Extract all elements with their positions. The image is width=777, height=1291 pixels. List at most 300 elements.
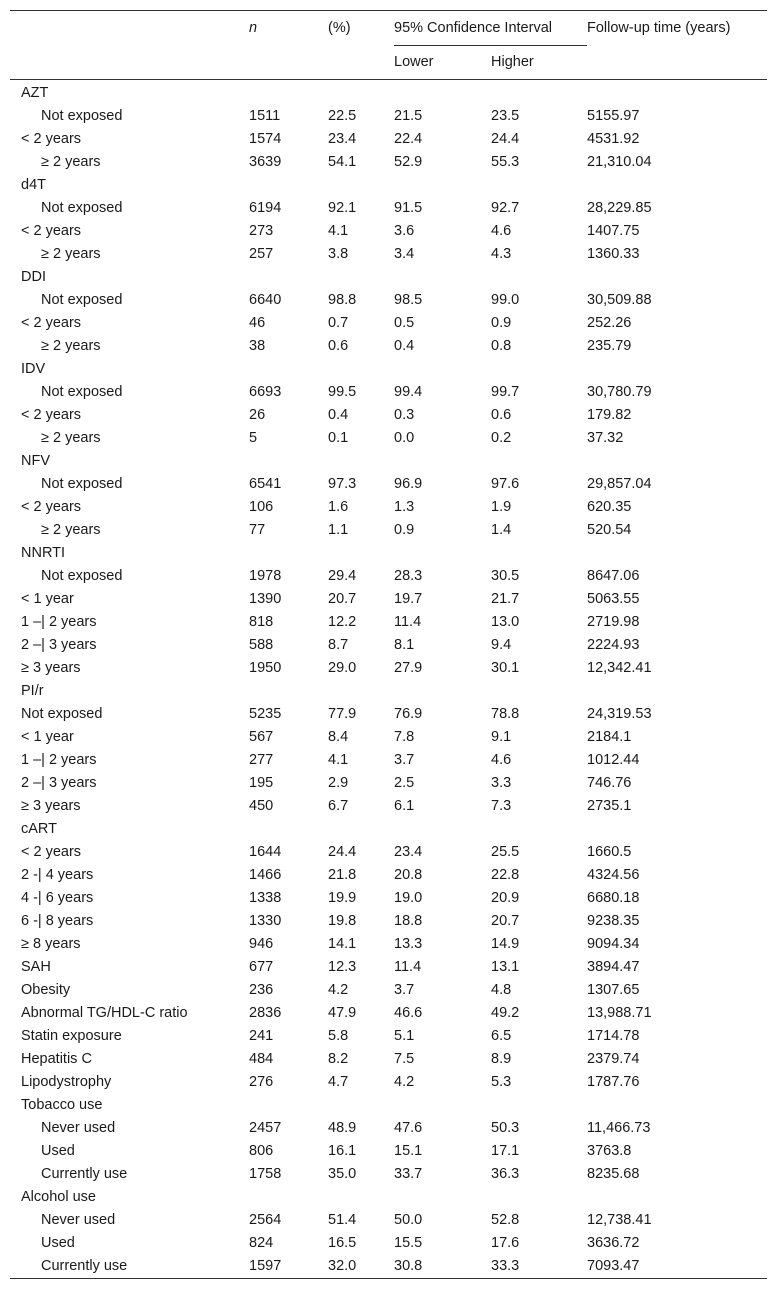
- followup-cell: 28,229.85: [587, 200, 652, 216]
- table-row: [10, 519, 767, 542]
- ci-higher-cell: 30.5: [491, 568, 520, 584]
- n-cell: 5: [249, 430, 258, 446]
- table-row: [10, 335, 767, 358]
- header-pct: (%): [328, 20, 351, 37]
- ci-higher-cell: 78.8: [491, 706, 520, 722]
- ci-higher-cell: 0.9: [491, 315, 512, 331]
- followup-cell: 1407.75: [587, 223, 640, 239]
- pct-cell: 29.0: [328, 660, 357, 676]
- n-cell: 1466: [249, 867, 282, 883]
- followup-cell: 746.76: [587, 775, 632, 791]
- ci-lower-cell: 22.4: [394, 131, 423, 147]
- ci-lower-cell: 6.1: [394, 798, 415, 814]
- pct-cell: [328, 818, 394, 841]
- table-row: [10, 1209, 767, 1232]
- followup-cell: 29,857.04: [587, 476, 652, 492]
- n-cell: 1390: [249, 591, 282, 607]
- pct-cell: [328, 266, 394, 289]
- table-row: [10, 1002, 767, 1025]
- ci-lower-cell: 5.1: [394, 1028, 415, 1044]
- table-body: [10, 80, 767, 1279]
- ci-lower-cell: 0.5: [394, 315, 415, 331]
- ci-lower-cell: 98.5: [394, 292, 423, 308]
- n-cell: [249, 1186, 328, 1209]
- ci-higher-cell: 99.0: [491, 292, 520, 308]
- table-row: [10, 749, 767, 772]
- n-cell: 6194: [249, 200, 282, 216]
- followup-cell: 235.79: [587, 338, 632, 354]
- row-label: Obesity: [21, 982, 71, 998]
- ci-lower-cell: 23.4: [394, 844, 423, 860]
- n-cell: 484: [249, 1051, 274, 1067]
- ci-lower-cell: [394, 680, 491, 703]
- ci-higher-cell: 4.3: [491, 246, 512, 262]
- row-label: PI/r: [21, 683, 44, 699]
- row-label: Used: [41, 1143, 75, 1159]
- row-label: ≥ 3 years: [21, 798, 81, 814]
- table-row: [10, 933, 767, 956]
- row-label: ≥ 2 years: [41, 430, 101, 446]
- table-row: [10, 565, 767, 588]
- table-row: [10, 726, 767, 749]
- ci-higher-cell: 13.0: [491, 614, 520, 630]
- pct-cell: 2.9: [328, 775, 349, 791]
- n-cell: 273: [249, 223, 274, 239]
- pct-cell: 1.6: [328, 499, 349, 515]
- table-row: [10, 266, 767, 289]
- pct-cell: 8.4: [328, 729, 349, 745]
- ci-higher-cell: [491, 266, 587, 289]
- followup-cell: 6680.18: [587, 890, 640, 906]
- row-label: IDV: [21, 361, 46, 377]
- pct-cell: 32.0: [328, 1258, 357, 1274]
- ci-higher-cell: 22.8: [491, 867, 520, 883]
- header-n: n: [249, 20, 258, 37]
- table-row: [10, 979, 767, 1002]
- followup-cell: 1307.65: [587, 982, 640, 998]
- followup-cell: 3636.72: [587, 1235, 640, 1251]
- followup-cell: 7093.47: [587, 1258, 640, 1274]
- row-label: cART: [21, 821, 57, 837]
- ci-higher-cell: 52.8: [491, 1212, 520, 1228]
- n-cell: [249, 680, 328, 703]
- ci-higher-cell: 8.9: [491, 1051, 512, 1067]
- pct-cell: 21.8: [328, 867, 357, 883]
- ci-lower-cell: 21.5: [394, 108, 423, 124]
- table-row: [10, 1140, 767, 1163]
- followup-cell: [587, 542, 767, 565]
- n-cell: 236: [249, 982, 274, 998]
- n-cell: 450: [249, 798, 274, 814]
- table-row: [10, 80, 767, 106]
- followup-cell: 21,310.04: [587, 154, 652, 170]
- header-blank: [10, 11, 249, 46]
- pct-cell: 16.5: [328, 1235, 357, 1251]
- row-label: < 1 year: [21, 729, 74, 745]
- ci-higher-cell: 33.3: [491, 1258, 520, 1274]
- row-label: Not exposed: [41, 568, 123, 584]
- pct-cell: [328, 174, 394, 197]
- row-label: d4T: [21, 177, 46, 193]
- table-row: [10, 404, 767, 427]
- followup-cell: [587, 680, 767, 703]
- row-label: Not exposed: [41, 108, 123, 124]
- row-label: ≥ 2 years: [41, 154, 101, 170]
- ci-lower-cell: 91.5: [394, 200, 423, 216]
- pct-cell: 12.2: [328, 614, 357, 630]
- ci-lower-cell: 8.1: [394, 637, 415, 653]
- n-cell: 1574: [249, 131, 282, 147]
- table-row: [10, 887, 767, 910]
- ci-lower-cell: 27.9: [394, 660, 423, 676]
- row-label: ≥ 3 years: [21, 660, 81, 676]
- table-row: [10, 1255, 767, 1279]
- ci-lower-cell: 15.1: [394, 1143, 423, 1159]
- row-label: DDI: [21, 269, 46, 285]
- ci-higher-cell: 7.3: [491, 798, 512, 814]
- row-label: < 2 years: [21, 223, 82, 239]
- ci-lower-cell: 30.8: [394, 1258, 423, 1274]
- ci-higher-cell: 20.9: [491, 890, 520, 906]
- followup-cell: 3763.8: [587, 1143, 632, 1159]
- n-cell: 1978: [249, 568, 282, 584]
- followup-cell: 620.35: [587, 499, 632, 515]
- ci-lower-cell: 20.8: [394, 867, 423, 883]
- ci-lower-cell: 3.7: [394, 752, 415, 768]
- pct-cell: 4.7: [328, 1074, 349, 1090]
- ci-higher-cell: 17.1: [491, 1143, 520, 1159]
- pct-cell: [328, 1186, 394, 1209]
- ci-higher-cell: [491, 542, 587, 565]
- ci-lower-cell: 13.3: [394, 936, 423, 952]
- table-row: [10, 841, 767, 864]
- n-cell: 1950: [249, 660, 282, 676]
- ci-higher-cell: [491, 1186, 587, 1209]
- table-row: [10, 381, 767, 404]
- ci-lower-cell: 2.5: [394, 775, 415, 791]
- table-row: [10, 197, 767, 220]
- pct-cell: 4.2: [328, 982, 349, 998]
- ci-lower-cell: 4.2: [394, 1074, 415, 1090]
- n-cell: 1330: [249, 913, 282, 929]
- pct-cell: 22.5: [328, 108, 357, 124]
- followup-cell: [587, 818, 767, 841]
- n-cell: 1511: [249, 108, 281, 124]
- n-cell: 241: [249, 1028, 274, 1044]
- ci-lower-cell: 0.3: [394, 407, 415, 423]
- table-row: [10, 105, 767, 128]
- followup-cell: 11,466.73: [587, 1120, 651, 1136]
- ci-lower-cell: 47.6: [394, 1120, 423, 1136]
- followup-cell: 2719.98: [587, 614, 640, 630]
- followup-cell: 12,342.41: [587, 660, 652, 676]
- pct-cell: [328, 680, 394, 703]
- row-label: Currently use: [41, 1258, 128, 1274]
- followup-cell: [587, 80, 767, 106]
- followup-cell: [587, 174, 767, 197]
- ci-higher-cell: [491, 450, 587, 473]
- n-cell: [249, 266, 328, 289]
- table-row: [10, 795, 767, 818]
- ci-lower-cell: [394, 174, 491, 197]
- n-cell: 3639: [249, 154, 282, 170]
- ci-higher-cell: 4.6: [491, 752, 512, 768]
- followup-cell: 5155.97: [587, 108, 640, 124]
- followup-cell: [587, 450, 767, 473]
- row-label: NFV: [21, 453, 50, 469]
- table-row: [10, 427, 767, 450]
- ci-lower-cell: [394, 818, 491, 841]
- table-row: [10, 128, 767, 151]
- ci-higher-cell: 9.1: [491, 729, 512, 745]
- n-cell: [249, 358, 328, 381]
- ci-higher-cell: 0.8: [491, 338, 512, 354]
- ci-higher-cell: 5.3: [491, 1074, 512, 1090]
- ci-lower-cell: 99.4: [394, 384, 423, 400]
- row-label: SAH: [21, 959, 51, 975]
- ci-lower-cell: [394, 266, 491, 289]
- table-row: [10, 818, 767, 841]
- ci-lower-cell: [394, 542, 491, 565]
- table-row: [10, 243, 767, 266]
- followup-cell: 1660.5: [587, 844, 632, 860]
- pct-cell: 77.9: [328, 706, 357, 722]
- table-row: [10, 1094, 767, 1117]
- header-ci: 95% Confidence Interval: [394, 11, 587, 46]
- followup-cell: [587, 1094, 767, 1117]
- n-cell: 277: [249, 752, 274, 768]
- ci-higher-cell: 13.1: [491, 959, 520, 975]
- row-label: Abnormal TG/HDL-C ratio: [21, 1005, 188, 1021]
- row-label: Statin exposure: [21, 1028, 122, 1044]
- followup-cell: 252.26: [587, 315, 632, 331]
- header-blank-5: [587, 46, 767, 80]
- table-row: [10, 956, 767, 979]
- row-label: Used: [41, 1235, 75, 1251]
- row-label: ≥ 2 years: [41, 522, 101, 538]
- ci-higher-cell: 30.1: [491, 660, 520, 676]
- n-cell: [249, 174, 328, 197]
- followup-cell: 4531.92: [587, 131, 640, 147]
- followup-cell: 13,988.71: [587, 1005, 652, 1021]
- followup-cell: 1360.33: [587, 246, 640, 262]
- followup-cell: 4324.56: [587, 867, 640, 883]
- followup-cell: [587, 266, 767, 289]
- pct-cell: 8.7: [328, 637, 349, 653]
- followup-cell: 30,780.79: [587, 384, 652, 400]
- row-label: 6 -| 8 years: [21, 913, 94, 929]
- table-row: [10, 1232, 767, 1255]
- header-blank-4: [328, 46, 394, 80]
- followup-cell: 179.82: [587, 407, 632, 423]
- n-cell: [249, 1094, 328, 1117]
- pct-cell: 92.1: [328, 200, 357, 216]
- table-row: [10, 772, 767, 795]
- ci-lower-cell: 46.6: [394, 1005, 423, 1021]
- table-row: [10, 657, 767, 680]
- table-row: [10, 1186, 767, 1209]
- row-label: Not exposed: [41, 200, 123, 216]
- pct-cell: 4.1: [328, 223, 349, 239]
- pct-cell: 19.9: [328, 890, 357, 906]
- n-cell: 1758: [249, 1166, 282, 1182]
- ci-lower-cell: 3.6: [394, 223, 415, 239]
- followup-cell: 1714.78: [587, 1028, 640, 1044]
- n-cell: 276: [249, 1074, 274, 1090]
- row-label: ≥ 2 years: [41, 338, 101, 354]
- pct-cell: [328, 80, 394, 106]
- ci-higher-cell: 0.6: [491, 407, 512, 423]
- followup-cell: 30,509.88: [587, 292, 652, 308]
- ci-lower-cell: 7.5: [394, 1051, 415, 1067]
- ci-higher-cell: 55.3: [491, 154, 520, 170]
- header-higher: Higher: [491, 46, 587, 80]
- ci-lower-cell: 11.4: [394, 614, 422, 630]
- pct-cell: 97.3: [328, 476, 357, 492]
- table-row: [10, 496, 767, 519]
- pct-cell: 35.0: [328, 1166, 357, 1182]
- pct-cell: 19.8: [328, 913, 357, 929]
- n-cell: 1597: [249, 1258, 282, 1274]
- ci-higher-cell: 9.4: [491, 637, 512, 653]
- followup-cell: 2735.1: [587, 798, 632, 814]
- pct-cell: 8.2: [328, 1051, 349, 1067]
- ci-lower-cell: 15.5: [394, 1235, 423, 1251]
- row-label: ≥ 2 years: [41, 246, 101, 262]
- n-cell: 2564: [249, 1212, 282, 1228]
- row-label: < 1 year: [21, 591, 74, 607]
- n-cell: 567: [249, 729, 274, 745]
- row-label: 2 –| 3 years: [21, 637, 97, 653]
- followup-cell: 2379.74: [587, 1051, 640, 1067]
- row-label: Currently use: [41, 1166, 128, 1182]
- pct-cell: 6.7: [328, 798, 349, 814]
- n-cell: 106: [249, 499, 274, 515]
- ci-higher-cell: 14.9: [491, 936, 520, 952]
- ci-higher-cell: 17.6: [491, 1235, 520, 1251]
- row-label: Not exposed: [41, 476, 123, 492]
- row-label: 1 –| 2 years: [21, 614, 97, 630]
- ci-lower-cell: [394, 1094, 491, 1117]
- followup-cell: 3894.47: [587, 959, 640, 975]
- n-cell: 824: [249, 1235, 274, 1251]
- followup-cell: 2184.1: [587, 729, 632, 745]
- ci-lower-cell: 0.9: [394, 522, 415, 538]
- n-cell: 6640: [249, 292, 282, 308]
- row-label: 4 -| 6 years: [21, 890, 94, 906]
- followup-cell: [587, 1186, 767, 1209]
- pct-cell: 20.7: [328, 591, 357, 607]
- ci-lower-cell: 1.3: [394, 499, 415, 515]
- ci-lower-cell: 19.0: [394, 890, 423, 906]
- table-row: [10, 680, 767, 703]
- table-row: [10, 1025, 767, 1048]
- pct-cell: 23.4: [328, 131, 357, 147]
- pct-cell: 16.1: [328, 1143, 357, 1159]
- table-row: [10, 1163, 767, 1186]
- ci-lower-cell: 19.7: [394, 591, 423, 607]
- n-cell: 257: [249, 246, 274, 262]
- pct-cell: 54.1: [328, 154, 357, 170]
- row-label: 2 -| 4 years: [21, 867, 94, 883]
- table-row: [10, 611, 767, 634]
- ci-higher-cell: 3.3: [491, 775, 512, 791]
- ci-higher-cell: 1.9: [491, 499, 512, 515]
- ci-lower-cell: 18.8: [394, 913, 423, 929]
- row-label: Not exposed: [41, 292, 123, 308]
- n-cell: 588: [249, 637, 274, 653]
- table-row: [10, 864, 767, 887]
- n-cell: [249, 542, 328, 565]
- ci-higher-cell: 0.2: [491, 430, 512, 446]
- ci-higher-cell: 20.7: [491, 913, 520, 929]
- table-row: [10, 910, 767, 933]
- table-row: [10, 1117, 767, 1140]
- row-label: Never used: [41, 1212, 116, 1228]
- followup-cell: 37.32: [587, 430, 624, 446]
- row-label: 1 –| 2 years: [21, 752, 97, 768]
- header-blank-2: [10, 46, 249, 80]
- ci-lower-cell: 3.4: [394, 246, 415, 262]
- n-cell: [249, 450, 328, 473]
- pct-cell: 0.7: [328, 315, 349, 331]
- pct-cell: 99.5: [328, 384, 357, 400]
- ci-higher-cell: 24.4: [491, 131, 520, 147]
- pct-cell: 48.9: [328, 1120, 357, 1136]
- ci-lower-cell: 7.8: [394, 729, 415, 745]
- followup-cell: 9238.35: [587, 913, 640, 929]
- n-cell: 1644: [249, 844, 282, 860]
- pct-cell: 24.4: [328, 844, 357, 860]
- followup-cell: 24,319.53: [587, 706, 652, 722]
- ci-lower-cell: [394, 80, 491, 106]
- ci-higher-cell: [491, 358, 587, 381]
- ci-higher-cell: 23.5: [491, 108, 520, 124]
- ci-higher-cell: 6.5: [491, 1028, 512, 1044]
- n-cell: 818: [249, 614, 274, 630]
- row-label: Tobacco use: [21, 1097, 103, 1113]
- ci-higher-cell: 50.3: [491, 1120, 520, 1136]
- pct-cell: 47.9: [328, 1005, 357, 1021]
- header-blank-3: [249, 46, 328, 80]
- data-table: [10, 10, 767, 1279]
- pct-cell: 3.8: [328, 246, 349, 262]
- n-cell: 5235: [249, 706, 282, 722]
- table-row: [10, 312, 767, 335]
- table-row: [10, 174, 767, 197]
- n-cell: 806: [249, 1143, 274, 1159]
- pct-cell: 0.4: [328, 407, 349, 423]
- row-label: 2 –| 3 years: [21, 775, 97, 791]
- followup-cell: 520.54: [587, 522, 632, 538]
- table-row: [10, 703, 767, 726]
- followup-cell: 8235.68: [587, 1166, 640, 1182]
- row-label: NNRTI: [21, 545, 66, 561]
- ci-lower-cell: 33.7: [394, 1166, 423, 1182]
- n-cell: 38: [249, 338, 266, 354]
- ci-lower-cell: 28.3: [394, 568, 423, 584]
- table-row: [10, 542, 767, 565]
- followup-cell: 9094.34: [587, 936, 640, 952]
- ci-lower-cell: 50.0: [394, 1212, 423, 1228]
- row-label: Not exposed: [21, 706, 103, 722]
- followup-cell: 1012.44: [587, 752, 640, 768]
- pct-cell: [328, 1094, 394, 1117]
- ci-higher-cell: 1.4: [491, 522, 512, 538]
- ci-higher-cell: 25.5: [491, 844, 520, 860]
- n-cell: 1338: [249, 890, 282, 906]
- pct-cell: [328, 542, 394, 565]
